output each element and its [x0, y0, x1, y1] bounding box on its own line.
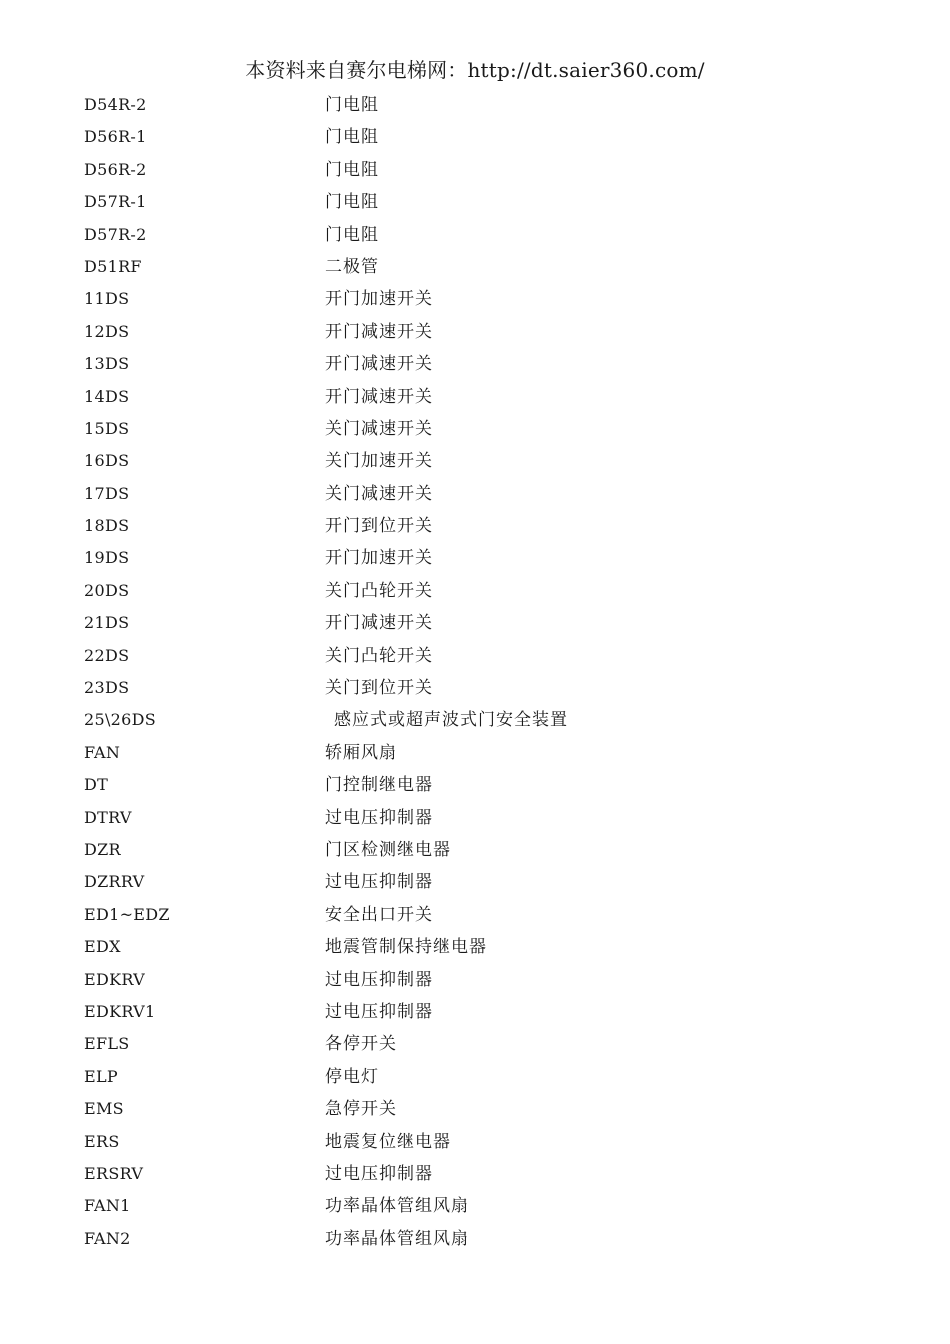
- term-description: 安全出口开关: [325, 904, 433, 925]
- term-description: 开门减速开关: [325, 321, 433, 342]
- term-code: 12DS: [84, 321, 130, 341]
- term-row: [84, 121, 884, 153]
- term-code: EDKRV1: [84, 1001, 156, 1021]
- term-description: 急停开关: [325, 1099, 397, 1120]
- term-code: FAN: [84, 742, 121, 762]
- term-row: [84, 316, 884, 348]
- term-description: 二极管: [325, 256, 379, 277]
- term-code: 13DS: [84, 354, 130, 374]
- term-description: 关门减速开关: [325, 418, 433, 439]
- term-description: 轿厢风扇: [325, 742, 397, 763]
- term-code: DZRRV: [84, 872, 145, 892]
- term-description: 门电阻: [325, 224, 379, 245]
- term-description: 过电压抑制器: [325, 807, 433, 828]
- term-code: 22DS: [84, 645, 130, 665]
- term-code: 21DS: [84, 613, 130, 633]
- term-code: DT: [84, 775, 109, 795]
- term-code: DZR: [84, 839, 121, 859]
- term-description: 关门减速开关: [325, 483, 433, 504]
- term-description: 功率晶体管组风扇: [325, 1228, 469, 1249]
- term-row: [84, 575, 884, 607]
- term-row: [84, 381, 884, 413]
- term-description: 关门凸轮开关: [325, 580, 433, 601]
- term-row: [84, 1093, 884, 1125]
- term-row: [84, 1061, 884, 1093]
- page-header-title: 本资料来自赛尔电梯网：http://dt.saier360.com/: [245, 58, 705, 82]
- term-description: 开门减速开关: [325, 613, 433, 634]
- term-code: DTRV: [84, 807, 132, 827]
- term-description: 过电压抑制器: [325, 1163, 433, 1184]
- term-list: [84, 89, 884, 1255]
- term-row: [84, 866, 884, 898]
- term-row: [84, 186, 884, 218]
- term-row: [84, 1190, 884, 1222]
- term-row: [84, 802, 884, 834]
- term-row: [84, 931, 884, 963]
- term-code: 19DS: [84, 548, 130, 568]
- term-description: 关门到位开关: [325, 678, 433, 699]
- term-code: D57R-2: [84, 224, 147, 244]
- term-description: 功率晶体管组风扇: [325, 1196, 469, 1217]
- term-code: FAN1: [84, 1196, 131, 1216]
- term-description: 开门减速开关: [325, 354, 433, 375]
- term-code: 17DS: [84, 483, 130, 503]
- term-description: 关门凸轮开关: [325, 645, 433, 666]
- term-row: [84, 964, 884, 996]
- term-row: [84, 899, 884, 931]
- term-code: 18DS: [84, 516, 130, 536]
- term-description: 门电阻: [325, 159, 379, 180]
- term-row: [84, 672, 884, 704]
- term-row: [84, 640, 884, 672]
- term-code: FAN2: [84, 1228, 131, 1248]
- term-row: [84, 1028, 884, 1060]
- term-code: D54R-2: [84, 95, 147, 114]
- term-description: 地震复位继电器: [325, 1131, 451, 1152]
- term-code: EDKRV: [84, 969, 145, 989]
- term-description: 感应式或超声波式门安全装置: [334, 710, 568, 731]
- term-code: 14DS: [84, 386, 130, 406]
- term-code: ERSRV: [84, 1163, 144, 1183]
- term-row: [84, 219, 884, 251]
- term-description: 门电阻: [325, 95, 379, 115]
- term-row: [84, 510, 884, 542]
- term-code: 15DS: [84, 418, 130, 438]
- term-code: 16DS: [84, 451, 130, 471]
- term-description: 关门加速开关: [325, 451, 433, 472]
- term-code: D57R-1: [84, 192, 147, 212]
- term-description: 门区检测继电器: [325, 839, 451, 860]
- term-row: [84, 445, 884, 477]
- term-description: 过电压抑制器: [325, 969, 433, 990]
- term-row: [84, 1158, 884, 1190]
- term-code: EMS: [84, 1099, 124, 1119]
- term-row: [84, 542, 884, 574]
- term-code: 20DS: [84, 580, 130, 600]
- term-code: ED1~EDZ: [84, 904, 170, 924]
- term-description: 门控制继电器: [325, 775, 433, 796]
- term-row: [84, 89, 884, 121]
- term-row: [84, 348, 884, 380]
- term-description: 开门到位开关: [325, 516, 433, 537]
- term-description: 开门减速开关: [325, 386, 433, 407]
- term-row: [84, 283, 884, 315]
- term-code: D56R-1: [84, 127, 147, 147]
- term-code: EFLS: [84, 1034, 130, 1054]
- term-description: 开门加速开关: [325, 289, 433, 310]
- term-row: [84, 1223, 884, 1255]
- term-row: [84, 704, 884, 736]
- term-description: 停电灯: [325, 1066, 379, 1087]
- term-code: D56R-2: [84, 159, 147, 179]
- term-description: 过电压抑制器: [325, 872, 433, 893]
- term-row: [84, 769, 884, 801]
- term-description: 过电压抑制器: [325, 1001, 433, 1022]
- term-description: 开门加速开关: [325, 548, 433, 569]
- term-code: 25\26DS: [84, 710, 156, 730]
- term-row: [84, 1126, 884, 1158]
- term-description: 地震管制保持继电器: [325, 937, 487, 958]
- term-row: [84, 834, 884, 866]
- term-row: [84, 737, 884, 769]
- term-code: ELP: [84, 1066, 118, 1086]
- term-row: [84, 996, 884, 1028]
- term-row: [84, 154, 884, 186]
- term-description: 门电阻: [325, 127, 379, 148]
- term-code: 23DS: [84, 678, 130, 698]
- term-row: [84, 478, 884, 510]
- term-code: ERS: [84, 1131, 120, 1151]
- term-description: 门电阻: [325, 192, 379, 213]
- term-row: [84, 251, 884, 283]
- term-row: [84, 413, 884, 445]
- term-description: 各停开关: [325, 1034, 397, 1055]
- term-code: EDX: [84, 937, 121, 957]
- term-code: 11DS: [84, 289, 130, 309]
- term-code: D51RF: [84, 256, 142, 276]
- term-row: [84, 607, 884, 639]
